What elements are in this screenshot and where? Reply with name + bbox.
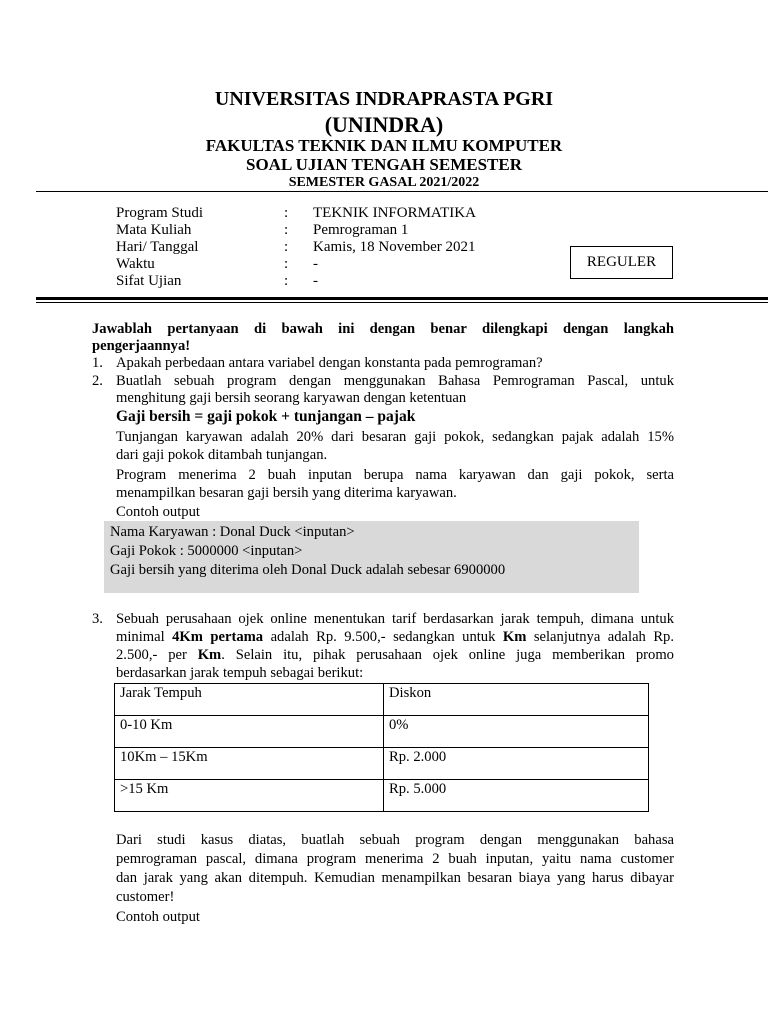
question-3-line-1: Sebuah perusahaan ojek online menentukan tarif berdasarkan jarak tempuh, dimana untuk [116,611,674,627]
info-label: Sifat Ujian [116,273,182,289]
sample-output-line: Gaji bersih yang diterima oleh Donal Duck adalah sebesar 6900000 [110,562,506,578]
question-3-closing-line: customer! [116,889,175,905]
question-3-line-2: minimal 4Km pertama adalah Rp. 9.500,- sedangkan untuk Km selanjutnya adalah Rp. [116,629,675,645]
info-label: Mata Kuliah [116,222,192,238]
question-2-example-label: Contoh output [116,504,200,520]
university-name: UNIVERSITAS INDRAPRASTA PGRI [214,88,554,110]
question-3-closing-line: dan jarak yang akan ditempuh. Kemudian menampilkan besaran biaya yang harus dibayar [116,870,674,886]
faculty-name: FAKULTAS TEKNIK DAN ILMU KOMPUTER [205,136,563,155]
info-value: Kamis, 18 November 2021 [313,239,476,255]
question-2-input-line-1: Program menerima 2 buah inputan berupa nama karyawan dan gaji pokok, serta [116,467,674,483]
table-cell: 0-10 Km [115,716,384,748]
discount-table [114,683,649,812]
semester-title: SEMESTER GASAL 2021/2022 [288,175,480,190]
table-cell: Rp. 2.000 [384,748,649,780]
info-label: Program Studi [116,205,204,221]
info-value: - [313,273,318,289]
question-3-line-4: berdasarkan jarak tempuh sebagai berikut: [116,665,364,681]
question-3-closing-line: pemrograman pascal, dimana program menerima 2 buah inputan, yaitu nama customer [116,851,674,867]
question-3-closing-line: Dari studi kasus diatas, buatlah sebuah program dengan menggunakan bahasa [116,832,674,848]
info-divider-thick [36,297,768,300]
table-header-cell: Diskon [384,684,649,716]
table-cell: >15 Km [115,780,384,812]
info-colon: : [284,205,289,221]
instructions-line-1: Jawablah pertanyaan di bawah ini dengan benar dilengkapi dengan langkah [92,321,674,337]
info-colon: : [284,222,289,238]
exam-title: SOAL UJIAN TENGAH SEMESTER [245,155,522,174]
question-2-rule-line-2: dari gaji pokok ditambah tunjangan. [116,447,328,463]
question-1-text: Apakah perbedaan antara variabel dengan konstanta pada pemrograman? [116,355,543,371]
table-cell: Rp. 5.000 [384,780,649,812]
table-row [115,748,649,780]
header-divider [36,191,768,192]
question-2-number: 2. [92,373,103,389]
reguler-badge: REGULER [570,246,673,279]
table-row [115,716,649,748]
table-cell: 0% [384,716,649,748]
info-colon: : [284,273,289,289]
question-2-input-line-2: menampilkan besaran gaji bersih yang diterima karyawan. [116,485,457,501]
info-label: Waktu [116,256,155,272]
question-3-number: 3. [92,611,103,627]
university-abbrev: (UNINDRA) [324,112,444,137]
question-3-line-3: 2.500,- per Km. Selain itu, pihak perusahaan ojek online juga memberikan promo [116,647,674,663]
question-2-line-2: menghitung gaji bersih seorang karyawan dengan ketentuan [116,390,467,406]
info-value: - [313,256,318,272]
question-3-example-label: Contoh output [116,909,200,925]
table-cell: 10Km – 15Km [115,748,384,780]
instructions-line-2: pengerjaannya! [92,338,191,354]
table-header-cell: Jarak Tempuh [115,684,384,716]
info-value: Pemrograman 1 [313,222,409,238]
table-header-row [115,684,649,716]
question-2-rule-line-1: Tunjangan karyawan adalah 20% dari besaran gaji pokok, sedangkan pajak adalah 15% [116,429,674,445]
info-divider-thin [36,302,768,303]
sample-output-line: Gaji Pokok : 5000000 <inputan> [110,543,303,559]
question-1-number: 1. [92,355,103,371]
info-value: TEKNIK INFORMATIKA [313,205,476,221]
question-2-formula: Gaji bersih = gaji pokok + tunjangan – pajak [116,408,416,425]
table-row [115,780,649,812]
sample-output-line: Nama Karyawan : Donal Duck <inputan> [110,524,355,540]
question-2-line-1: Buatlah sebuah program dengan menggunakan Bahasa Pemrograman Pascal, untuk [116,373,674,389]
info-colon: : [284,256,289,272]
info-colon: : [284,239,289,255]
info-label: Hari/ Tanggal [116,239,199,255]
